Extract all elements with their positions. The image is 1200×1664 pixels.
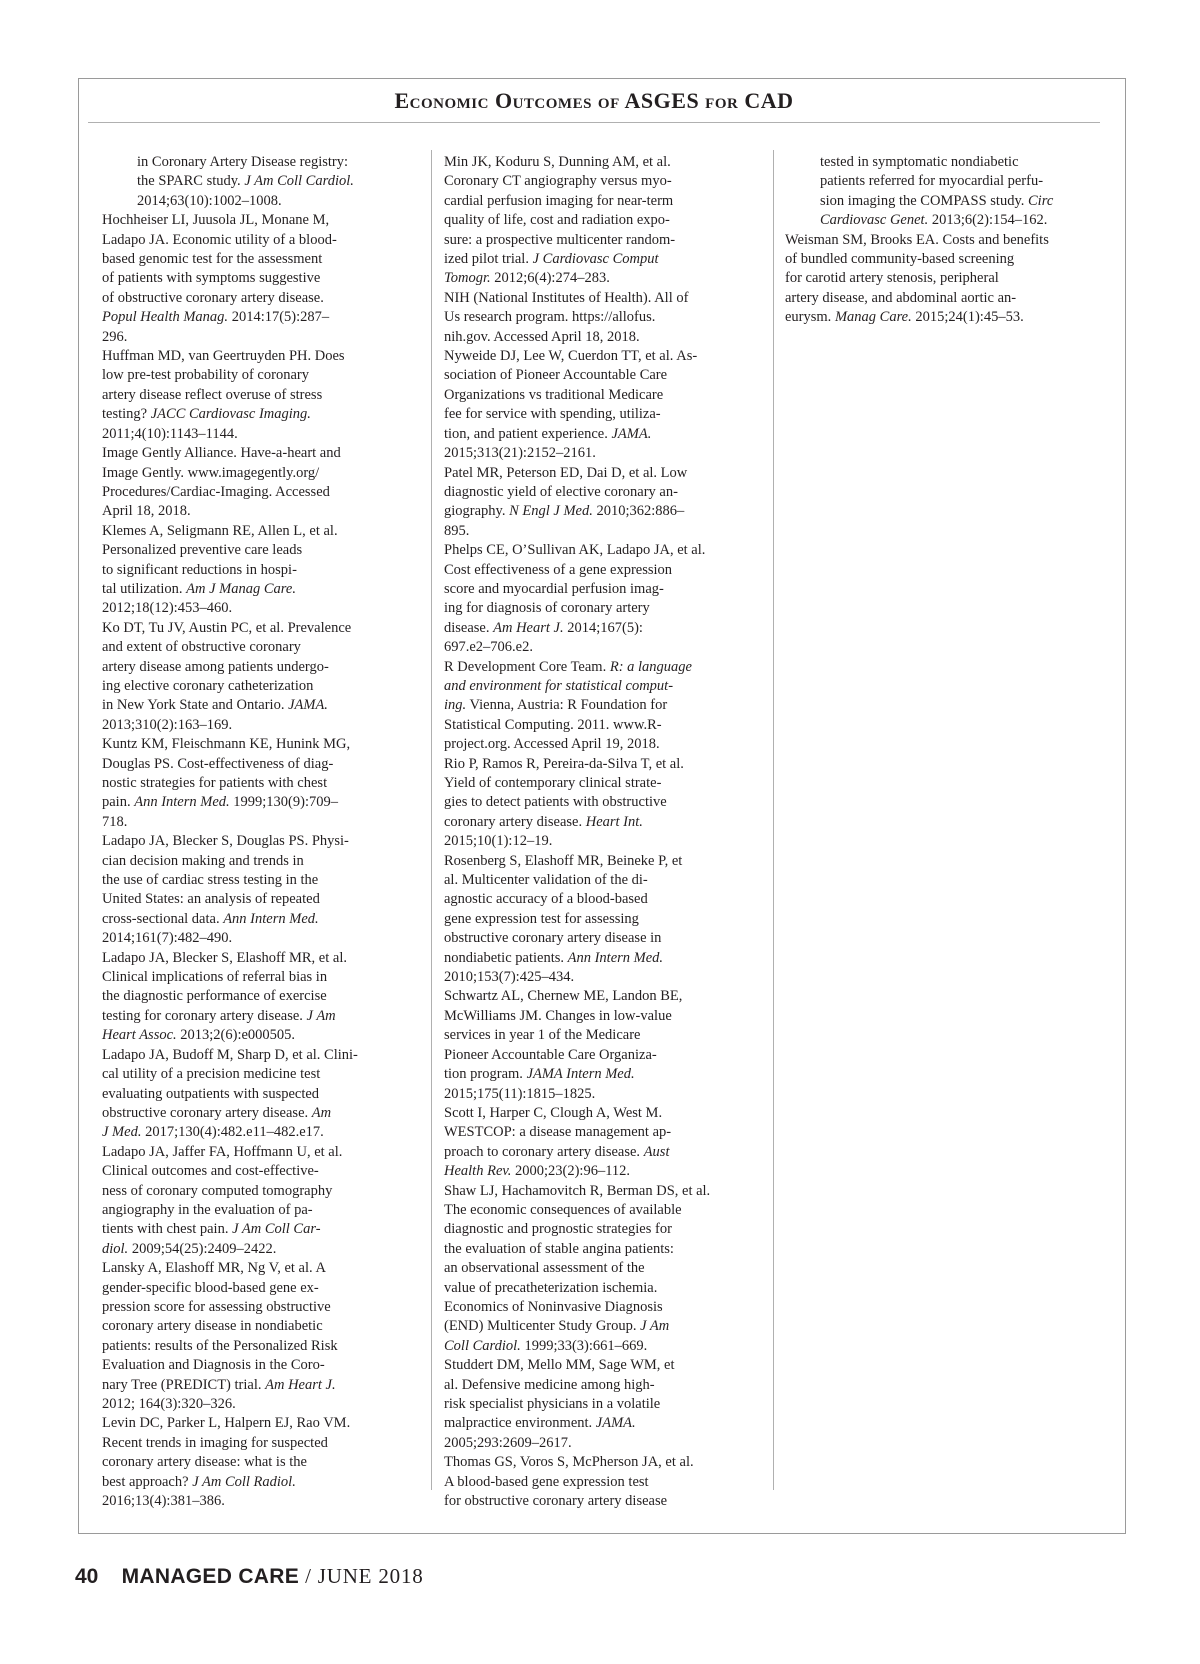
reference-line: in New York State and Ontario. JAMA. [102,697,328,714]
reference-line: cardial perfusion imaging for near-term [444,192,674,209]
reference-entry [444,464,762,542]
reference-line: 2015;175(11):1815–1825. [444,1085,596,1102]
running-head: Economic Outcomes of ASGES for CAD [394,88,794,113]
reference-line: 718. [102,813,128,830]
reference-line: Organizations vs traditional Medicare [444,386,664,403]
reference-line: Ladapo JA, Budoff M, Sharp D, et al. Clini- [102,1046,358,1063]
reference-entry [785,231,1103,328]
reference-line: for carotid artery stenosis, peripheral [785,270,999,287]
reference-line: score and myocardial perfusion imag- [444,580,664,597]
reference-line: Lansky A, Elashoff MR, Ng V, et al. A [102,1260,326,1277]
reference-line: The economic consequences of available [444,1201,682,1218]
reference-line: Rosenberg S, Elashoff MR, Beineke P, et [444,852,683,869]
reference-entry [102,1414,420,1511]
reference-line: malpractice environment. JAMA. [444,1415,636,1432]
reference-line: to significant reductions in hospi- [102,561,297,578]
reference-line: nary Tree (PREDICT) trial. Am Heart J. [102,1376,336,1393]
reference-entry [102,522,420,619]
reference-line: 2005;293:2609–2617. [444,1434,572,1451]
reference-entry [102,1259,420,1414]
reference-line: Statistical Computing. 2011. www.R- [444,716,662,733]
reference-entry [102,949,420,1046]
reference-line: Popul Health Manag. 2014:17(5):287– [102,309,330,326]
reference-line: Shaw LJ, Hachamovitch R, Berman DS, et al. [444,1182,711,1199]
reference-line: Economics of Noninvasive Diagnosis [444,1298,663,1315]
reference-entry [444,1104,762,1182]
reference-line: 2013;310(2):163–169. [102,716,233,733]
reference-line: cal utility of a precision medicine test [102,1066,321,1083]
reference-line: patients referred for myocardial perfu- [820,173,1044,190]
reference-line: the use of cardiac stress testing in the [102,872,319,889]
reference-line: giography. N Engl J Med. 2010;362:886– [444,503,685,520]
reference-line: in Coronary Artery Disease registry: [137,154,349,170]
reference-line: Phelps CE, O’Sullivan AK, Ladapo JA, et al. [444,542,706,559]
reference-line: value of precatheterization ischemia. [444,1279,658,1296]
reference-entry [444,1453,762,1511]
reference-line: 2012; 164(3):320–326. [102,1396,236,1412]
reference-line: Nyweide DJ, Lee W, Cuerdon TT, et al. As- [444,348,698,365]
reference-line: Procedures/Cardiac-Imaging. Accessed [102,483,330,500]
reference-line: Klemes A, Seligmann RE, Allen L, et al. [102,522,338,539]
reference-line: 2012;18(12):453–460. [102,600,233,617]
reference-line: ing for diagnosis of coronary artery [444,600,650,617]
issue-date: / JUNE 2018 [299,1564,424,1588]
header-divider [88,122,1100,123]
reference-line: ing. Vienna, Austria: R Foundation for [444,697,668,714]
reference-line: proach to coronary artery disease. Aust [444,1143,670,1160]
reference-line: tion program. JAMA Intern Med. [444,1066,635,1083]
reference-line: diol. 2009;54(25):2409–2422. [102,1240,277,1257]
reference-line: evaluating outpatients with suspected [102,1085,320,1102]
reference-line: and extent of obstructive coronary [102,639,301,656]
reference-line: 697.e2–706.e2. [444,639,533,656]
reference-line: ness of coronary computed tomography [102,1182,333,1199]
column-divider [431,150,432,1490]
reference-line: Patel MR, Peterson ED, Dai D, et al. Low [444,464,688,481]
reference-line: diagnostic yield of elective coronary an- [444,483,678,500]
reference-line: the diagnostic performance of exercise [102,988,327,1005]
reference-line: cross-sectional data. Ann Intern Med. [102,910,319,927]
reference-line: obstructive coronary artery disease. Am [102,1104,332,1121]
reference-line: coronary artery disease: what is the [102,1454,307,1471]
reference-entry [102,153,420,211]
reference-line: coronary artery disease. Heart Int. [444,813,643,830]
reference-line: Health Rev. 2000;23(2):96–112. [444,1163,631,1180]
reference-line: low pre-test probability of coronary [102,367,309,384]
reference-column-1 [102,153,420,1511]
reference-entry [102,1046,420,1143]
reference-line: cian decision making and trends in [102,852,304,869]
reference-line: Image Gently. www.imagegently.org/ [102,464,320,481]
reference-line: pression score for assessing obstructive [102,1298,331,1315]
reference-line: Us research program. https://allofus. [444,309,656,326]
reference-line: project.org. Accessed April 19, 2018. [444,736,660,753]
reference-line: ized pilot trial. J Cardiovasc Comput [444,251,659,268]
reference-line: NIH (National Institutes of Health). All of [444,289,689,306]
reference-entry [785,153,1103,231]
reference-line: quality of life, cost and radiation expo- [444,212,670,229]
reference-line: fee for service with spending, utiliza- [444,406,661,423]
reference-line: Huffman MD, van Geertruyden PH. Does [102,348,345,365]
reference-line: (END) Multicenter Study Group. J Am [444,1318,670,1335]
reference-line: testing for coronary artery disease. J Am [102,1007,336,1024]
reference-entry [444,1182,762,1357]
reference-line: of bundled community-based screening [785,251,1015,268]
reference-line: Schwartz AL, Chernew ME, Landon BE, [444,988,683,1005]
reference-line: Levin DC, Parker L, Halpern EJ, Rao VM. [102,1415,351,1432]
reference-entry [102,735,420,832]
reference-line: services in year 1 of the Medicare [444,1027,641,1044]
reference-line: Rio P, Ramos R, Pereira-da-Silva T, et al. [444,755,684,772]
reference-entry [444,289,762,347]
reference-line: tients with chest pain. J Am Coll Car- [102,1221,321,1238]
reference-line: Douglas PS. Cost-effectiveness of diag- [102,755,334,772]
reference-line: Weisman SM, Brooks EA. Costs and benefits [785,231,1049,248]
reference-line: 2010;153(7):425–434. [444,969,575,986]
reference-line: and environment for statistical comput- [444,677,674,694]
reference-line: based genomic test for the assessment [102,251,323,268]
reference-line: Thomas GS, Voros S, McPherson JA, et al. [444,1454,694,1471]
reference-line: agnostic accuracy of a blood-based [444,891,648,908]
reference-line: Clinical outcomes and cost-effective- [102,1163,319,1180]
reference-line: of patients with symptoms suggestive [102,270,321,287]
reference-line: Yield of contemporary clinical strate- [444,775,662,791]
reference-line: obstructive coronary artery disease in [444,930,662,947]
reference-line: Recent trends in imaging for suspected [102,1434,328,1451]
reference-entry [444,852,762,988]
reference-line: April 18, 2018. [102,503,191,520]
page-footer [75,1564,424,1589]
reference-column-3 [785,153,1103,328]
reference-line: 2016;13(4):381–386. [102,1493,225,1510]
reference-line: artery disease among patients undergo- [102,658,329,675]
reference-line: tested in symptomatic nondiabetic [820,154,1019,170]
reference-entry [444,1356,762,1453]
reference-line: sociation of Pioneer Accountable Care [444,367,668,384]
reference-line: Pioneer Accountable Care Organiza- [444,1046,657,1063]
reference-line: al. Defensive medicine among high- [444,1376,655,1393]
reference-line: 2014;63(10):1002–1008. [137,192,282,209]
reference-entry [444,987,762,1103]
reference-line: Tomogr. 2012;6(4):274–283. [444,270,610,287]
page-number: 40 [75,1565,99,1588]
reference-line: Studdert DM, Mello MM, Sage WM, et [444,1357,675,1374]
reference-line: Image Gently Alliance. Have-a-heart and [102,445,341,462]
reference-line: Min JK, Koduru S, Dunning AM, et al. [444,154,671,170]
reference-line: R Development Core Team. R: a language [444,658,692,675]
reference-entry [102,444,420,522]
journal-name: MANAGED CARE [121,1565,300,1588]
reference-entry [444,755,762,852]
reference-line: 2015;313(21):2152–2161. [444,445,596,462]
reference-entry [102,1143,420,1259]
reference-line: 895. [444,522,470,539]
reference-line: Clinical implications of referral bias in [102,969,328,986]
reference-line: the evaluation of stable angina patients: [444,1240,674,1257]
reference-line: sion imaging the COMPASS study. Circ [820,192,1054,209]
reference-line: United States: an analysis of repeated [102,891,320,908]
reference-line: Heart Assoc. 2013;2(6):e000505. [102,1027,296,1044]
reference-line: Coll Cardiol. 1999;33(3):661–669. [444,1337,648,1354]
reference-line: Coronary CT angiography versus myo- [444,173,672,190]
reference-entry [102,347,420,444]
reference-line: tion, and patient experience. JAMA. [444,425,652,442]
reference-line: testing? JACC Cardiovasc Imaging. [102,406,311,423]
reference-line: WESTCOP: a disease management ap- [444,1124,672,1141]
reference-line: Scott I, Harper C, Clough A, West M. [444,1104,663,1121]
reference-line: Cost effectiveness of a gene expression [444,561,673,578]
reference-line: 2014;161(7):482–490. [102,930,233,947]
reference-entry [444,541,762,657]
reference-entry [102,211,420,347]
reference-line: al. Multicenter validation of the di- [444,872,648,889]
reference-line: for obstructive coronary artery disease [444,1493,668,1510]
reference-column-2 [444,153,762,1511]
reference-line: pain. Ann Intern Med. 1999;130(9):709– [102,794,338,811]
reference-line: Kuntz KM, Fleischmann KE, Hunink MG, [102,736,351,753]
reference-line: the SPARC study. J Am Coll Cardiol. [137,173,354,190]
reference-line: eurysm. Manag Care. 2015;24(1):45–53. [785,309,1024,326]
reference-line: 296. [102,328,128,345]
reference-line: 2015;10(1):12–19. [444,833,553,850]
reference-line: nondiabetic patients. Ann Intern Med. [444,949,664,966]
reference-line: best approach? J Am Coll Radiol. [102,1473,296,1490]
reference-line: McWilliams JM. Changes in low-value [444,1007,672,1024]
reference-entry [102,832,420,948]
reference-line: nih.gov. Accessed April 18, 2018. [444,328,640,345]
reference-line: patients: results of the Personalized Risk [102,1337,338,1354]
reference-line: sure: a prospective multicenter random- [444,231,676,248]
reference-line: Ko DT, Tu JV, Austin PC, et al. Prevalence [102,619,352,636]
reference-entry [102,619,420,735]
reference-line: coronary artery disease in nondiabetic [102,1318,323,1335]
column-divider [773,150,774,1490]
reference-entry [444,347,762,463]
reference-line: ing elective coronary catheterization [102,677,314,694]
reference-line: Hochheiser LI, Juusola JL, Monane M, [102,212,330,229]
reference-line: tal utilization. Am J Manag Care. [102,580,296,597]
reference-line: Evaluation and Diagnosis in the Coro- [102,1357,325,1374]
reference-line: of obstructive coronary artery disease. [102,289,324,306]
reference-line: nostic strategies for patients with chest [102,775,328,791]
reference-line: Personalized preventive care leads [102,542,303,559]
reference-line: artery disease reflect overuse of stress [102,386,323,403]
reference-entry [444,658,762,755]
reference-line: an observational assessment of the [444,1260,645,1277]
reference-line: gender-specific blood-based gene ex- [102,1279,319,1296]
reference-line: diagnostic and prognostic strategies for [444,1221,672,1238]
reference-line: gies to detect patients with obstructive [444,794,667,811]
reference-line: Cardiovasc Genet. 2013;6(2):154–162. [820,212,1048,229]
reference-line: risk specialist physicians in a volatile [444,1396,661,1412]
reference-line: Ladapo JA. Economic utility of a blood- [102,231,337,248]
reference-entry [444,153,762,289]
reference-line: Ladapo JA, Blecker S, Elashoff MR, et al. [102,949,347,966]
reference-line: artery disease, and abdominal aortic an- [785,289,1017,306]
reference-line: Ladapo JA, Jaffer FA, Hoffmann U, et al. [102,1143,343,1160]
reference-line: disease. Am Heart J. 2014;167(5): [444,619,643,636]
reference-line: angiography in the evaluation of pa- [102,1201,313,1218]
reference-line: Ladapo JA, Blecker S, Douglas PS. Physi- [102,833,349,850]
reference-line: J Med. 2017;130(4):482.e11–482.e17. [102,1124,324,1141]
reference-line: A blood-based gene expression test [444,1473,649,1490]
reference-line: 2011;4(10):1143–1144. [102,425,238,442]
reference-line: gene expression test for assessing [444,910,639,927]
